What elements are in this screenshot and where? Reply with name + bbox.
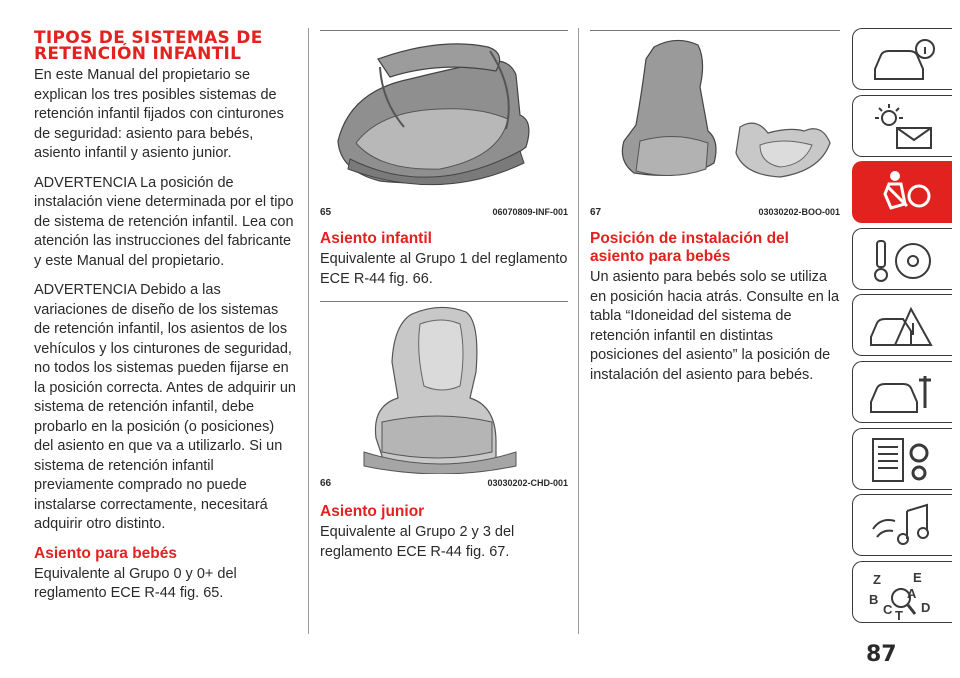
tab-technical-data[interactable] (852, 428, 952, 490)
tab-emergency[interactable] (852, 294, 952, 356)
index-letter: Z (873, 571, 881, 587)
column-2 (320, 30, 568, 572)
index-icon (867, 568, 939, 620)
key-steering-icon (867, 235, 939, 285)
index-letter: D (921, 599, 931, 615)
section-title-child-seat: Asiento infantil (320, 230, 432, 247)
figure-66 (320, 301, 568, 489)
multimedia-icon (867, 501, 939, 551)
figure-code: 03030202-CHD-001 (487, 478, 568, 488)
tab-multimedia[interactable] (852, 494, 952, 556)
booster-seat-illustration (590, 31, 840, 203)
warning-lights-icon (867, 102, 939, 152)
index-letter: B (869, 591, 879, 607)
column-divider (578, 28, 579, 634)
figure-code: 06070809-INF-001 (492, 207, 568, 217)
section-text-child-seat: Equivalente al Grupo 1 del reglamento ECE R-44 fig. 66. (320, 251, 568, 287)
warning-paragraph-2: ADVERTENCIA Debido a las variaciones de diseño de los sistemas de retención infantil, los asientos de los vehículos y los cinturones de seguridad, no todos los sistemas pueden fijarse en la posición correcta. Antes de adquirir un sistema de retención infantil, debe probarlo en la posición (o posiciones) del asiento en que va a utilizarlo. Si un sistema de retención infantil previamente comprado no puede instalarse correctamente, necesitará adquirir otro distinto. (34, 282, 296, 532)
figure-number: 66 (320, 478, 332, 489)
section-text-baby-seat: Equivalente al Grupo 0 y 0+ del reglamento ECE R-44 fig. 65. (34, 565, 237, 601)
index-letter: A (907, 585, 917, 601)
tab-car-info[interactable] (852, 28, 952, 90)
chapter-tabs (852, 28, 958, 627)
figure-code: 03030202-BOO-001 (758, 207, 840, 217)
column-3 (590, 30, 840, 395)
index-letter: T (895, 607, 903, 620)
figure-number: 65 (320, 207, 332, 218)
figure-67 (590, 30, 840, 218)
tab-safety[interactable] (852, 161, 952, 223)
section-title-installation: Posición de instalación del asiento para bebés (590, 230, 789, 265)
column-1 (34, 30, 296, 614)
warning-paragraph-1: ADVERTENCIA La posición de instalación viene determinada por el tipo de sistema de retención infantil. Lea con atención las instrucciones del fabricante y este Manual del propietario. (34, 174, 294, 269)
safety-airbag-icon (867, 168, 939, 218)
column-divider (308, 28, 309, 634)
baby-seat-illustration (320, 31, 568, 203)
index-letter: C (883, 601, 893, 617)
car-emergency-icon (867, 301, 939, 351)
section-text-junior-seat: Equivalente al Grupo 2 y 3 del reglamento ECE R-44 fig. 67. (320, 524, 515, 560)
section-title-baby-seat: Asiento para bebés (34, 544, 177, 562)
page-title: TIPOS DE SISTEMAS DE RETENCIÓN INFANTIL (34, 28, 263, 64)
intro-paragraph: En este Manual del propietario se explican los tres posibles sistemas de retención infantil fijados con cinturones de seguridad: asiento para bebés, asiento infantil y asiento junior. (34, 67, 284, 161)
figure-number: 67 (590, 207, 602, 218)
child-seat-illustration (320, 302, 568, 474)
tab-warning-lights[interactable] (852, 95, 952, 157)
page-number: 87 (866, 642, 897, 667)
index-letter: E (913, 569, 922, 585)
car-info-icon (867, 35, 939, 85)
section-title-junior-seat: Asiento junior (320, 503, 425, 520)
tab-service[interactable] (852, 361, 952, 423)
tab-start-drive[interactable] (852, 228, 952, 290)
technical-data-icon (867, 435, 939, 485)
car-service-icon (867, 368, 939, 418)
tab-index[interactable] (852, 561, 952, 623)
section-text-installation: Un asiento para bebés solo se utiliza en posición hacia atrás. Consulte en la tabla “Idoneidad del sistema de retención infantil en distintas posiciones del asiento” la posición de instalación del asiento para bebés. (590, 269, 840, 383)
figure-65 (320, 30, 568, 218)
